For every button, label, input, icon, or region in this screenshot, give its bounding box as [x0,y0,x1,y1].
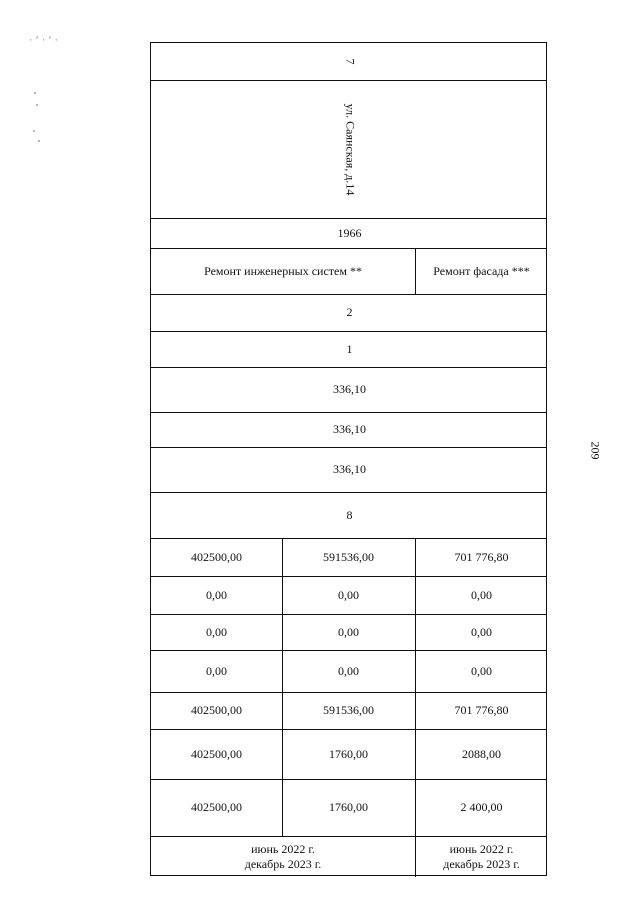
period-start: июнь 2022 г. [449,841,514,856]
cost-cell: 0,00 [338,663,359,678]
cost-cell: 701 776,80 [454,549,509,564]
register-table [150,42,547,876]
cost-cell: 0,00 [206,624,227,639]
facade-works-cell: Ремонт фасада *** [433,263,530,278]
scan-artifact [34,92,36,94]
year-cell: 1966 [337,225,362,240]
scan-artifact [33,130,35,132]
cost-cell: 1760,00 [329,800,368,814]
cost-cell: 591536,00 [323,549,374,564]
cost-cell: 402500,00 [191,746,242,761]
engineering-works-cell: Ремонт инженерных систем ** [204,263,362,278]
cost-cell: 2 400,00 [460,800,503,814]
value-cell: 2 [346,305,353,319]
period-end: декабрь 2023 г. [443,856,520,871]
engineering-period-cell [151,836,415,877]
cost-cell: 701 776,80 [454,703,509,717]
value-cell: 1 [346,341,353,356]
cost-cell: 0,00 [206,587,227,602]
cost-cell: 402500,00 [191,549,242,564]
cost-cell: 1760,00 [329,746,368,761]
cost-cell: 2088,00 [462,746,501,761]
facade-period-cell [415,836,548,877]
cost-cell: 0,00 [206,663,227,678]
address-cell: ул. Саянская, д.14 [342,103,357,195]
scan-artifact [36,104,38,106]
cost-cell: 0,00 [338,587,359,602]
value-cell: 8 [346,507,353,522]
column-number-cell: 7 [343,58,357,65]
cost-cell: 0,00 [471,663,492,678]
scan-artifact [38,140,40,142]
period-end: декабрь 2023 г. [244,856,322,871]
value-cell: 336,10 [333,382,366,396]
value-cell: 336,10 [333,462,366,476]
cost-cell: 0,00 [471,587,492,602]
cost-cell: 402500,00 [191,703,242,717]
scan-artifact: ·‘·‘· [28,36,61,46]
cost-cell: 402500,00 [191,800,242,814]
cost-cell: 0,00 [471,624,492,639]
cost-cell: 591536,00 [323,703,374,717]
value-cell: 336,10 [333,422,366,436]
period-start: июнь 2022 г. [251,841,315,856]
page-number: 209 [588,441,603,459]
cost-cell: 0,00 [338,624,359,639]
